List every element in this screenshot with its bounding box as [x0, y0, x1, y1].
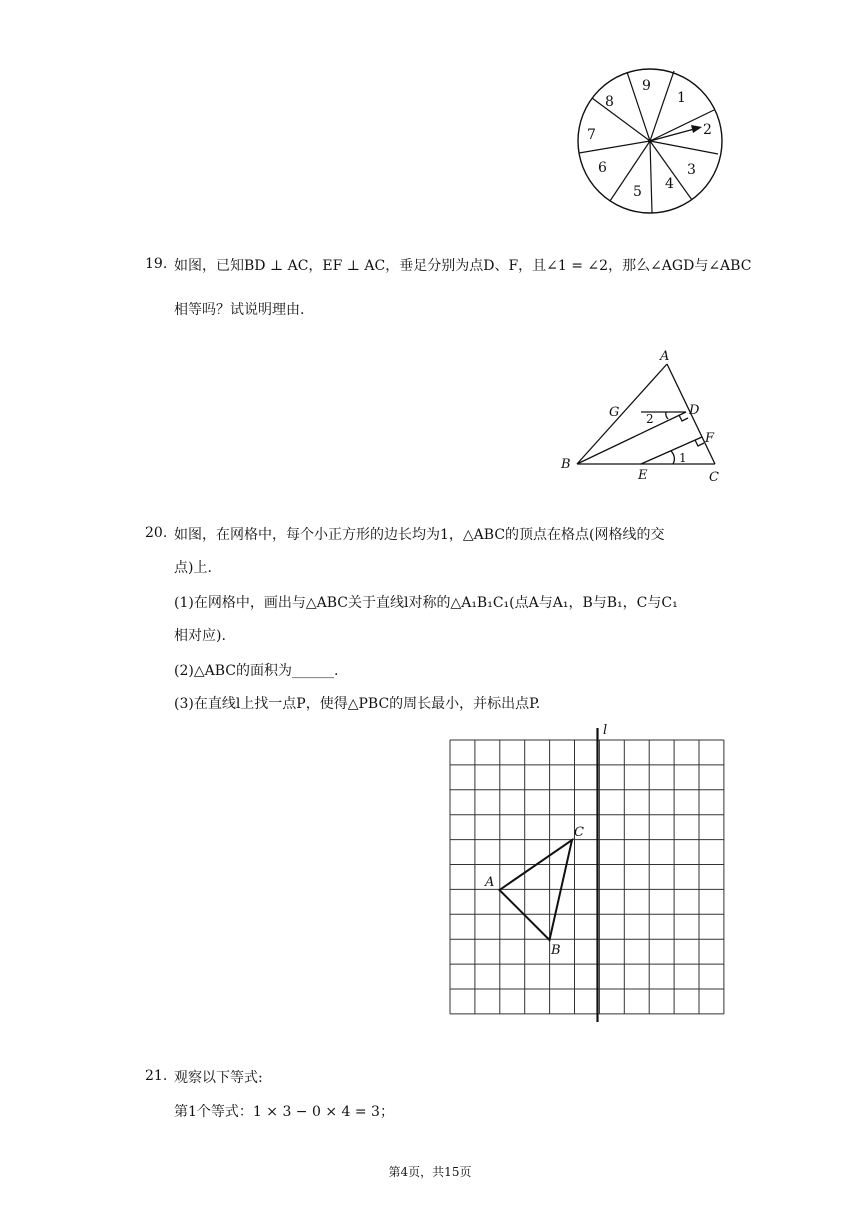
- spinner-number-1: 1: [677, 90, 686, 106]
- label-angle-2: 2: [646, 412, 654, 426]
- question-20-text-line2: 点)上.: [174, 560, 212, 576]
- q20-grid-figure: [440, 720, 740, 1026]
- question-21-text-line1: 观察以下等式:: [174, 1070, 263, 1086]
- question-19-text-line1: 如图，已知BD ⊥ AC，EF ⊥ AC，垂足分别为点D、F，且∠1 = ∠2，那么∠AGD与∠ABC: [174, 258, 752, 274]
- spinner-number-9: 9: [642, 78, 651, 94]
- q19-triangle-figure: [558, 348, 728, 488]
- page-footer: 第4页，共15页: [388, 1165, 472, 1179]
- grid-label-C: C: [574, 825, 584, 840]
- spinner-number-4: 4: [665, 176, 674, 192]
- label-C: C: [709, 470, 719, 485]
- label-F: F: [705, 431, 715, 446]
- label-A: A: [660, 349, 670, 364]
- question-20-part2: (2)△ABC的面积为______.: [174, 663, 339, 679]
- label-G: G: [609, 405, 620, 420]
- spinner-figure: [570, 62, 730, 222]
- label-E: E: [638, 468, 648, 483]
- question-20-part1-line1: (1)在网格中，画出与△ABC关于直线l对称的△A₁B₁C₁(点A与A₁，B与B₁，C与C₁: [174, 595, 678, 611]
- label-D: D: [689, 403, 700, 418]
- question-19-text-line2: 相等吗？试说明理由.: [174, 302, 305, 318]
- grid-label-l: l: [603, 723, 608, 738]
- spinner-number-2: 2: [703, 122, 712, 138]
- label-B: B: [561, 457, 571, 472]
- spinner-number-8: 8: [605, 94, 614, 110]
- grid-label-A: A: [485, 875, 495, 890]
- question-21-number: 21.: [145, 1068, 168, 1084]
- question-20-number: 20.: [145, 525, 168, 541]
- spinner-number-3: 3: [687, 162, 696, 178]
- spinner-number-5: 5: [633, 184, 642, 200]
- question-21-text-line2: 第1个等式：1 × 3 − 0 × 4 = 3；: [174, 1104, 394, 1120]
- question-20-part1-line2: 相对应).: [174, 628, 226, 644]
- label-angle-1: 1: [679, 451, 687, 465]
- question-19-number: 19.: [145, 256, 168, 272]
- question-20-text-line1: 如图，在网格中，每个小正方形的边长均为1，△ABC的顶点在格点(网格线的交: [174, 527, 665, 543]
- grid-label-B: B: [551, 943, 561, 958]
- question-20-part3: (3)在直线l上找一点P，使得△PBC的周长最小，并标出点P.: [174, 696, 541, 712]
- spinner-number-7: 7: [587, 127, 596, 143]
- spinner-number-6: 6: [598, 160, 607, 176]
